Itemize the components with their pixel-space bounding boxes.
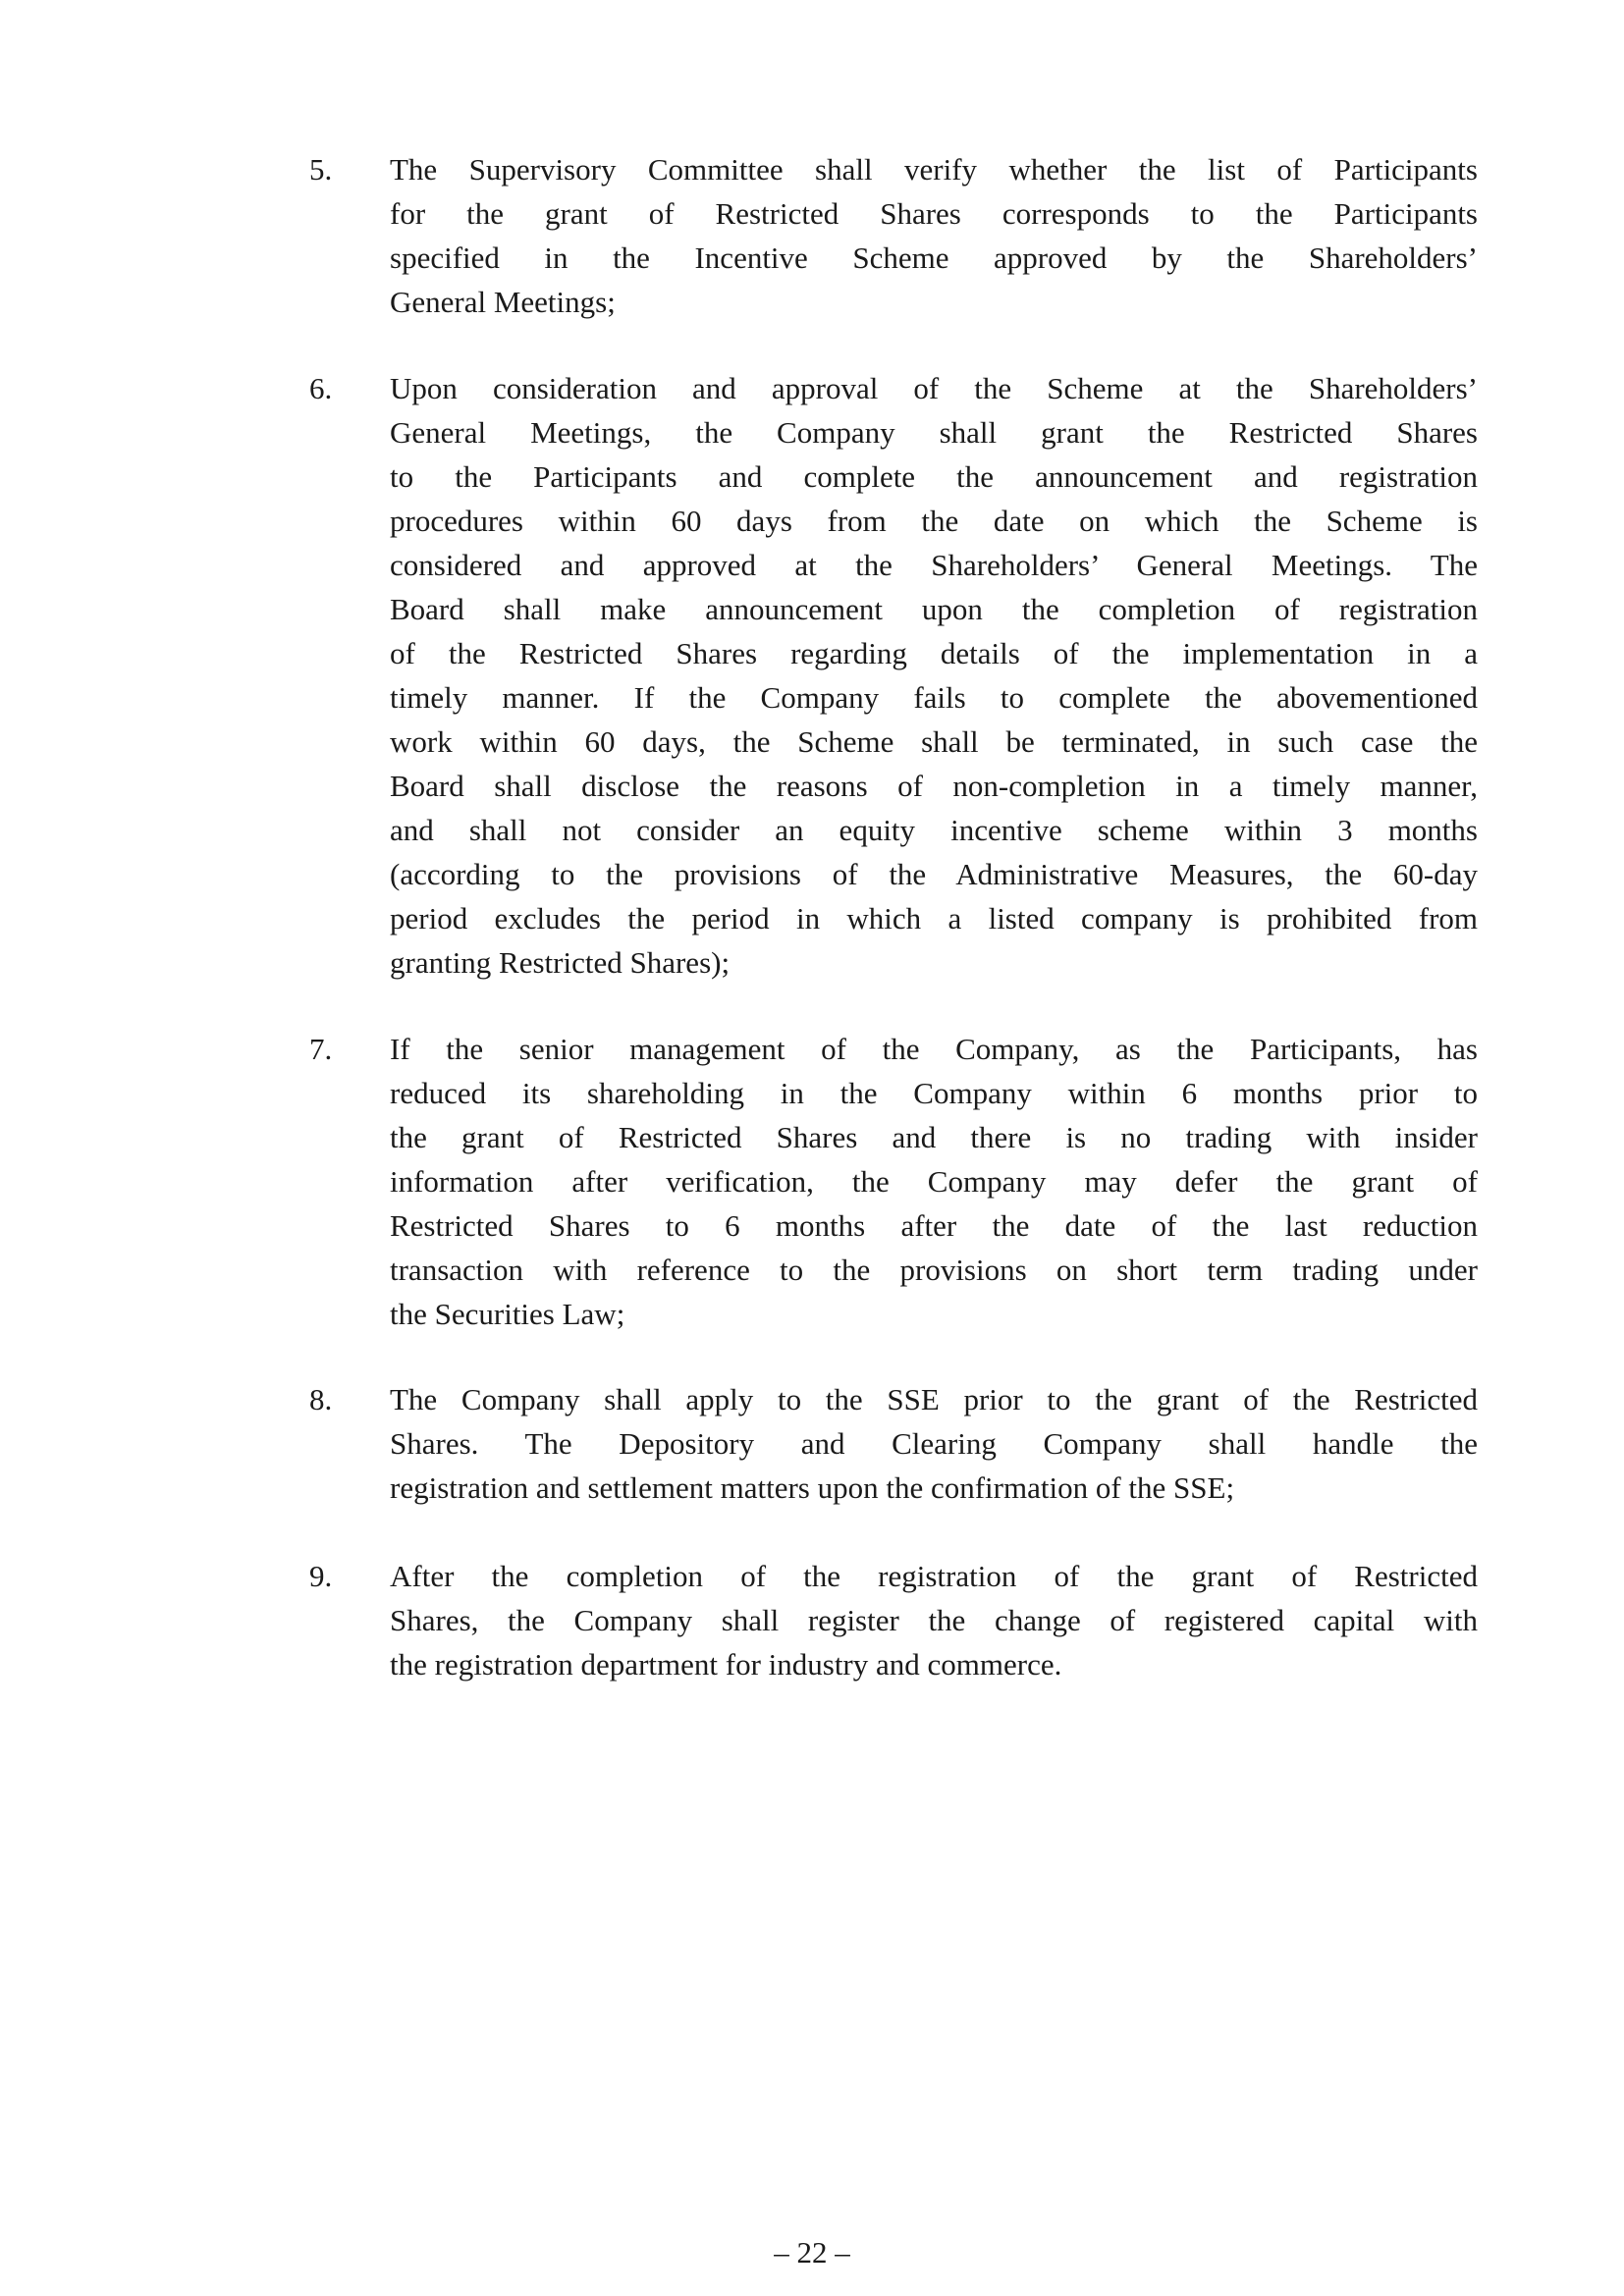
text-line: Board shall make announcement upon the completion of registration	[390, 592, 1478, 626]
page-number: – 22 –	[774, 2235, 850, 2269]
text-line: work within 60 days, the Scheme shall be terminated, in such case the	[390, 724, 1478, 759]
text-line: Shares. The Depository and Clearing Company shall handle the	[390, 1426, 1478, 1461]
list-item-number: 9.	[309, 1559, 333, 1593]
list-item-text	[390, 366, 1478, 985]
text-line: for the grant of Restricted Shares corresponds to the Participants	[390, 196, 1478, 231]
text-line: specified in the Incentive Scheme approved by the Shareholders’	[390, 240, 1478, 275]
text-line: to the Participants and complete the announcement and registration	[390, 459, 1478, 494]
text-line: If the senior management of the Company, as the Participants, has	[390, 1032, 1478, 1066]
text-line: the registration department for industry and commerce.	[390, 1647, 1062, 1682]
text-line: timely manner. If the Company fails to complete the abovementioned	[390, 680, 1478, 715]
text-line: Shares, the Company shall register the change of registered capital with	[390, 1603, 1478, 1637]
text-line: After the completion of the registration of the grant of Restricted	[390, 1559, 1478, 1593]
text-line: procedures within 60 days from the date on which the Scheme is	[390, 504, 1478, 538]
list-item-number: 5.	[309, 152, 333, 187]
list-item-text	[390, 1554, 1478, 1686]
text-line: General Meetings;	[390, 285, 616, 319]
text-line: transaction with reference to the provisions on short term trading under	[390, 1253, 1478, 1287]
list-item-number: 7.	[309, 1032, 333, 1066]
text-line: reduced its shareholding in the Company within 6 months prior to	[390, 1076, 1478, 1110]
text-line: information after verification, the Company may defer the grant of	[390, 1164, 1478, 1199]
text-line: and shall not consider an equity incentive scheme within 3 months	[390, 813, 1478, 847]
text-line: Upon consideration and approval of the Scheme at the Shareholders’	[390, 371, 1478, 405]
text-line: Restricted Shares to 6 months after the date of the last reduction	[390, 1208, 1478, 1243]
text-line: granting Restricted Shares);	[390, 945, 731, 980]
list-item-text	[390, 1377, 1478, 1510]
text-line: registration and settlement matters upon the confirmation of the SSE;	[390, 1470, 1235, 1505]
text-line: The Company shall apply to the SSE prior to the grant of the Restricted	[390, 1382, 1478, 1416]
text-line: considered and approved at the Shareholders’ General Meetings. The	[390, 548, 1478, 582]
list-item-text	[390, 1027, 1478, 1336]
text-line: the grant of Restricted Shares and there is no trading with insider	[390, 1120, 1478, 1154]
text-line: period excludes the period in which a listed company is prohibited from	[390, 901, 1478, 935]
text-line: (according to the provisions of the Administrative Measures, the 60-day	[390, 857, 1478, 891]
list-item-text	[390, 147, 1478, 324]
list-item-number: 8.	[309, 1382, 333, 1416]
text-line: of the Restricted Shares regarding details of the implementation in a	[390, 636, 1478, 670]
list-item-number: 6.	[309, 371, 333, 405]
text-line: The Supervisory Committee shall verify whether the list of Participants	[390, 152, 1478, 187]
text-line: the Securities Law;	[390, 1297, 625, 1331]
text-line: Board shall disclose the reasons of non-completion in a timely manner,	[390, 769, 1478, 803]
text-line: General Meetings, the Company shall grant the Restricted Shares	[390, 415, 1478, 450]
